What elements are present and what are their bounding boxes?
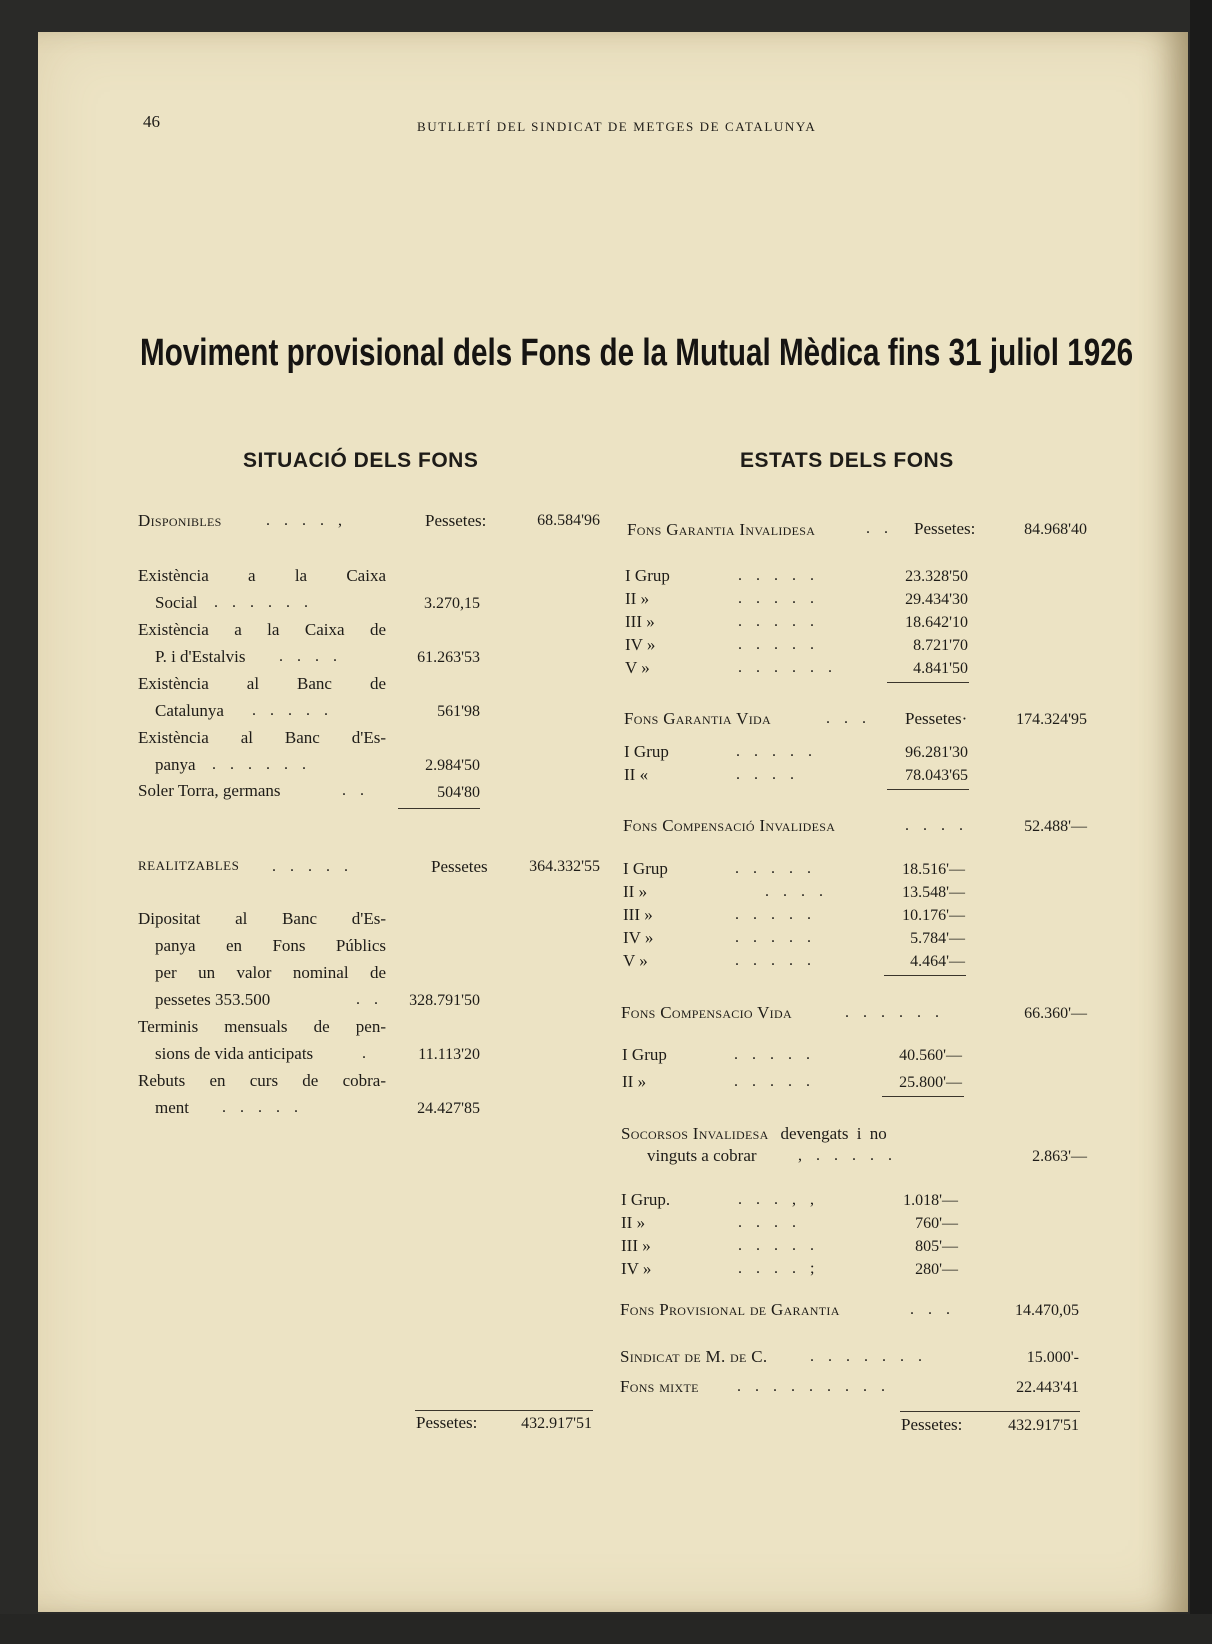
grup-label: II « xyxy=(624,765,649,784)
grup-value: 8.721'70 xyxy=(913,637,968,654)
grup-value: 78.043'65 xyxy=(905,767,968,784)
item-line: Existència a la Caixa xyxy=(138,566,386,585)
left-column-heading: SITUACIÓ DELS FONS xyxy=(243,449,479,472)
leader-dots: . . . . . xyxy=(272,858,353,875)
pessetes-label: Pessetes· xyxy=(905,709,968,728)
grup-value: 40.560'— xyxy=(899,1047,962,1064)
leader-dots: . . . . . xyxy=(736,743,817,760)
section-total: 84.968'40 xyxy=(1024,521,1087,538)
leader-dots: . . . . . xyxy=(735,860,816,877)
grup-label: III » xyxy=(623,905,653,924)
section-total: 174.324'95 xyxy=(1016,711,1087,728)
leader-dots: . . . . . xyxy=(738,1237,819,1254)
item-line: Existència al Banc d'Es- xyxy=(138,728,386,747)
grup-value: 280'— xyxy=(915,1261,958,1278)
grup-label: I Grup xyxy=(623,859,668,878)
pessetes-label: Pessetes: xyxy=(416,1413,478,1432)
leader-dots: . . . . . . . . . xyxy=(737,1378,890,1395)
item-line: per un valor nominal de xyxy=(155,963,386,982)
section-title: Fons Garantia Vida xyxy=(624,709,771,728)
leader-dots: . . . . ; xyxy=(738,1260,820,1277)
item-value: 2.984'50 xyxy=(425,757,480,774)
section-title: Fons Compensació Invalidesa xyxy=(623,816,836,835)
leader-dots: . . . . xyxy=(738,1214,801,1231)
section-title: Fons Garantia Invalidesa xyxy=(627,520,816,539)
leader-dots: . . . . . xyxy=(738,613,819,630)
leader-dots: . . . , , xyxy=(738,1191,819,1208)
grup-label: I Grup xyxy=(624,742,669,761)
fund-name: Sindicat de M. de C. xyxy=(620,1347,768,1366)
grup-value: 29.434'30 xyxy=(905,591,968,608)
grup-label: II » xyxy=(622,1072,647,1091)
section-title-line2: vinguts a cobrar xyxy=(647,1146,757,1165)
leader-dots: . . . . . xyxy=(734,1046,815,1063)
running-title: BUTLLETÍ DEL SINDICAT DE METGES DE CATALUNYA xyxy=(417,119,817,134)
right-column-heading: ESTATS DELS FONS xyxy=(740,449,954,472)
leader-dots: . . . . . . xyxy=(845,1004,944,1021)
section-total: 52.488'— xyxy=(1024,818,1087,835)
pessetes-label: Pessetes: xyxy=(425,511,487,530)
grup-value: 96.281'30 xyxy=(905,744,968,761)
total-rule xyxy=(900,1411,1080,1412)
left-grand-total-value: 432.917'51 xyxy=(521,1415,592,1432)
item-line: Existència a la Caixa de xyxy=(138,620,386,639)
item-line: sions de vida anticipats xyxy=(155,1044,314,1063)
leader-dots: . . . . , xyxy=(266,512,347,529)
subtotal-rule xyxy=(887,682,969,683)
leader-dots: . . . . . xyxy=(735,906,816,923)
grup-label: III » xyxy=(621,1236,651,1255)
section-total: 2.863'— xyxy=(1032,1148,1087,1165)
leader-dots: . . xyxy=(342,782,369,799)
leader-dots: . . . . . . xyxy=(738,659,837,676)
grup-label: III » xyxy=(625,612,655,631)
leader-dots: . . . . . xyxy=(738,636,819,653)
item-value: 61.263'53 xyxy=(417,649,480,666)
item-line: panya en Fons Públics xyxy=(155,936,386,955)
grup-label: IV » xyxy=(623,928,654,947)
grup-value: 10.176'— xyxy=(902,907,965,924)
leader-dots: . . . . . . xyxy=(214,594,313,611)
fund-value: 14.470,05 xyxy=(1015,1302,1079,1319)
section-total: 66.360'— xyxy=(1024,1005,1087,1022)
grup-label: IV » xyxy=(625,635,656,654)
grup-value: 23.328'50 xyxy=(905,568,968,585)
grup-value: 18.642'10 xyxy=(905,614,968,631)
item-line: Rebuts en curs de cobra- xyxy=(138,1071,386,1090)
grup-label: V » xyxy=(625,658,650,677)
grup-value: 13.548'— xyxy=(902,884,965,901)
disponibles-total: 68.584'96 xyxy=(537,512,600,529)
realitzables-total: 364.332'55 xyxy=(529,858,600,875)
subtotal-rule xyxy=(887,789,969,790)
scan-edge-right xyxy=(1190,0,1212,1644)
right-grand-total-value: 432.917'51 xyxy=(1008,1417,1079,1434)
leader-dots: . . . . . xyxy=(738,590,819,607)
item-line: Soler Torra, germans xyxy=(138,781,281,800)
realitzables-label: REALITZABLES xyxy=(138,858,240,873)
leader-dots: , . . . . . xyxy=(798,1147,897,1164)
leader-dots: . . . . . xyxy=(735,929,816,946)
leader-dots: . . . xyxy=(910,1301,955,1318)
total-rule xyxy=(415,1410,593,1411)
subtotal-rule xyxy=(882,1096,964,1097)
item-value: 328.791'50 xyxy=(409,992,480,1009)
section-title-rest: devengats i no xyxy=(780,1124,887,1143)
grup-value: 4.841'50 xyxy=(913,660,968,677)
grup-value: 18.516'— xyxy=(902,861,965,878)
disponibles-label: Disponibles xyxy=(138,511,222,530)
item-value: 3.270,15 xyxy=(424,595,480,612)
section-title-line xyxy=(621,1124,887,1144)
item-line: Dipositat al Banc d'Es- xyxy=(138,909,386,928)
grup-label: II » xyxy=(625,589,650,608)
page-number: 46 xyxy=(143,112,160,131)
pessetes-label: Pessetes xyxy=(431,857,488,876)
fund-value: 15.000'- xyxy=(1026,1349,1079,1366)
leader-dots: . . xyxy=(866,520,893,537)
leader-dots: . . . . xyxy=(765,883,828,900)
item-line: P. i d'Estalvis xyxy=(155,647,246,666)
scan-edge-bottom xyxy=(0,1614,1212,1644)
fund-name: Fons Provisional de Garantia xyxy=(620,1300,840,1319)
section-title: Fons Compensacio Vida xyxy=(621,1003,792,1022)
leader-dots: . . . . . . . xyxy=(810,1348,927,1365)
item-value: 11.113'20 xyxy=(418,1046,480,1063)
grup-value: 4.464'— xyxy=(910,953,965,970)
item-value: 504'80 xyxy=(437,784,480,801)
leader-dots: . xyxy=(362,1045,371,1062)
grup-value: 25.800'— xyxy=(899,1074,962,1091)
leader-dots: . . . . . xyxy=(738,567,819,584)
leader-dots: . . . . . xyxy=(222,1099,303,1116)
item-line: panya xyxy=(155,755,196,774)
grup-value: 760'— xyxy=(915,1215,958,1232)
leader-dots: . . . . xyxy=(279,648,342,665)
grup-label: IV » xyxy=(621,1259,652,1278)
item-line: pessetes 353.500 xyxy=(155,990,271,1009)
item-line: ment xyxy=(155,1098,189,1117)
leader-dots: . . . . . . xyxy=(212,756,311,773)
grup-value: 805'— xyxy=(915,1238,958,1255)
item-line: Terminis mensuals de pen- xyxy=(138,1017,386,1036)
item-value: 24.427'85 xyxy=(417,1100,480,1117)
page-title: Moviment provisional dels Fons de la Mutual Mèdica fins 31 juliol 1926 xyxy=(140,332,1134,374)
leader-dots: . . . xyxy=(826,710,871,727)
leader-dots: . . . . . xyxy=(252,702,333,719)
section-title: Socorsos Invalidesa xyxy=(621,1124,769,1143)
subtotal-rule xyxy=(398,808,480,809)
leader-dots: . . . . xyxy=(905,817,968,834)
grup-label: II » xyxy=(623,882,648,901)
leader-dots: . . . . xyxy=(736,766,799,783)
subtotal-rule xyxy=(884,975,966,976)
item-line: Social xyxy=(155,593,198,612)
fund-name: Fons mixte xyxy=(620,1377,699,1396)
grup-value: 1.018'— xyxy=(903,1192,958,1209)
leader-dots: . . . . . xyxy=(735,952,816,969)
grup-label: I Grup xyxy=(622,1045,667,1064)
item-line: Catalunya xyxy=(155,701,224,720)
item-value: 561'98 xyxy=(437,703,480,720)
pessetes-label: Pessetes: xyxy=(914,519,976,538)
grup-label: II » xyxy=(621,1213,646,1232)
grup-label: V » xyxy=(623,951,648,970)
item-line: Existència al Banc de xyxy=(138,674,386,693)
grup-label: I Grup. xyxy=(621,1190,671,1209)
fund-value: 22.443'41 xyxy=(1016,1379,1079,1396)
grup-label: I Grup xyxy=(625,566,670,585)
leader-dots: . . . . . xyxy=(734,1073,815,1090)
leader-dots: . . xyxy=(356,991,383,1008)
pessetes-label: Pessetes: xyxy=(901,1415,963,1434)
grup-value: 5.784'— xyxy=(910,930,965,947)
